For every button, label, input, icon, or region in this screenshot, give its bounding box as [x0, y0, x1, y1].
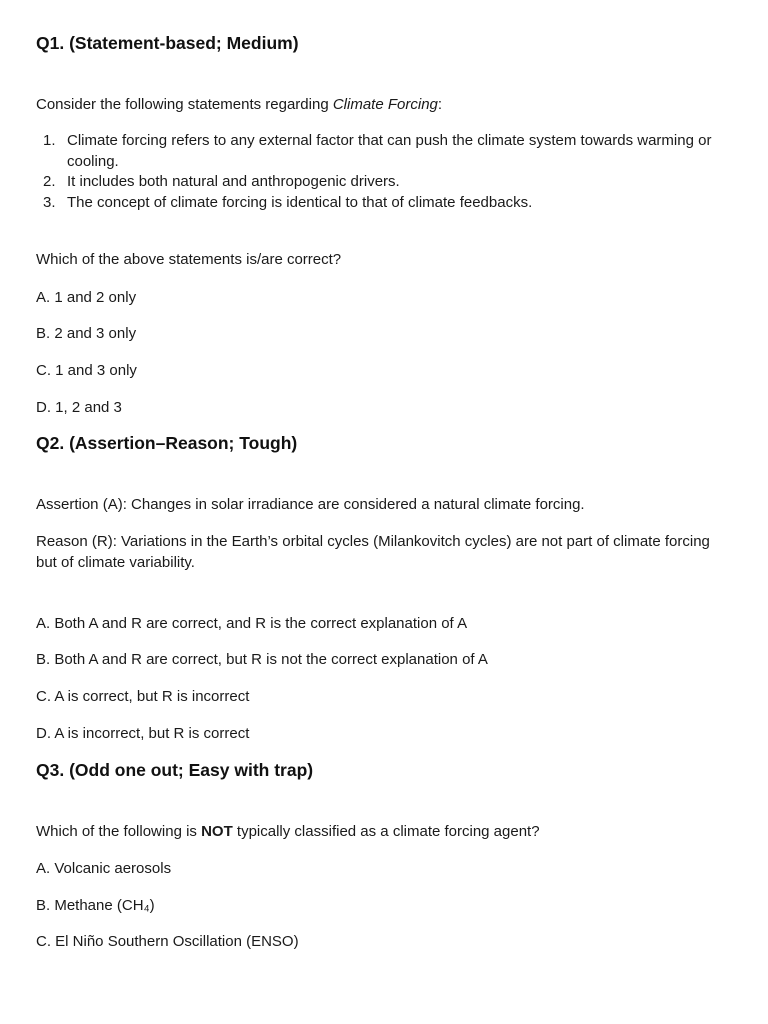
- q1-option-c[interactable]: C. 1 and 3 only: [36, 362, 137, 379]
- q1-statement-text: The concept of climate forcing is identical to that of climate feedbacks.: [67, 193, 533, 211]
- q3-option-b[interactable]: B. Methane (CH₄): [36, 897, 155, 914]
- q1-intro-emphasis: Climate Forcing: [332, 96, 438, 113]
- q2-assertion: Assertion (A): Changes in solar irradiance are considered a natural climate forcing.: [36, 496, 585, 513]
- q1-statement-3: [36, 193, 736, 214]
- q1-statement-number: 1.: [43, 132, 56, 149]
- q1-intro: [36, 94, 442, 115]
- q1-option-b[interactable]: B. 2 and 3 only: [36, 325, 137, 342]
- q1-statement-2: [36, 172, 736, 193]
- q1-intro-prefix: Consider the following statements regarding: [36, 96, 333, 113]
- q1-option-a[interactable]: A. 1 and 2 only: [36, 289, 137, 306]
- q1-question: Which of the above statements is/are correct?: [36, 251, 342, 268]
- q3-question: [36, 821, 540, 842]
- q3-question-emphasis: NOT: [201, 823, 233, 840]
- q1-statement-text: Climate forcing refers to any external factor that can push the climate system towards warming or cooling.: [67, 132, 712, 170]
- q3-option-a[interactable]: A. Volcanic aerosols: [36, 860, 172, 877]
- q2-option-b[interactable]: B. Both A and R are correct, but R is not the correct explanation of A: [36, 651, 488, 668]
- q2-option-a[interactable]: A. Both A and R are correct, and R is the correct explanation of A: [36, 615, 468, 632]
- q3-question-prefix: Which of the following is: [36, 823, 202, 840]
- q1-intro-suffix: :: [437, 96, 443, 113]
- q3-question-suffix: typically classified as a climate forcing agent?: [232, 823, 540, 840]
- q1-title: Q1. (Statement-based; Medium): [36, 33, 299, 53]
- q1-statement-text: It includes both natural and anthropogenic drivers.: [67, 173, 400, 190]
- q1-statement-number: 2.: [43, 173, 56, 190]
- q1-option-d[interactable]: D. 1, 2 and 3: [36, 399, 122, 416]
- q1-statement-number: 3.: [43, 193, 56, 211]
- q2-reason: Reason (R): Variations in the Earth’s orbital cycles (Milankovitch cycles) are not part of climate forcing but of climate variability.: [36, 533, 710, 571]
- q3-option-c[interactable]: C. El Niño Southern Oscillation (ENSO): [36, 933, 299, 950]
- q2-title: Q2. (Assertion–Reason; Tough): [36, 433, 298, 453]
- q2-option-c[interactable]: C. A is correct, but R is incorrect: [36, 688, 250, 705]
- q3-title: Q3. (Odd one out; Easy with trap): [36, 760, 314, 780]
- q1-statements-list: [36, 131, 736, 213]
- q1-statement-1: [36, 131, 736, 172]
- q2-option-d[interactable]: D. A is incorrect, but R is correct: [36, 725, 250, 742]
